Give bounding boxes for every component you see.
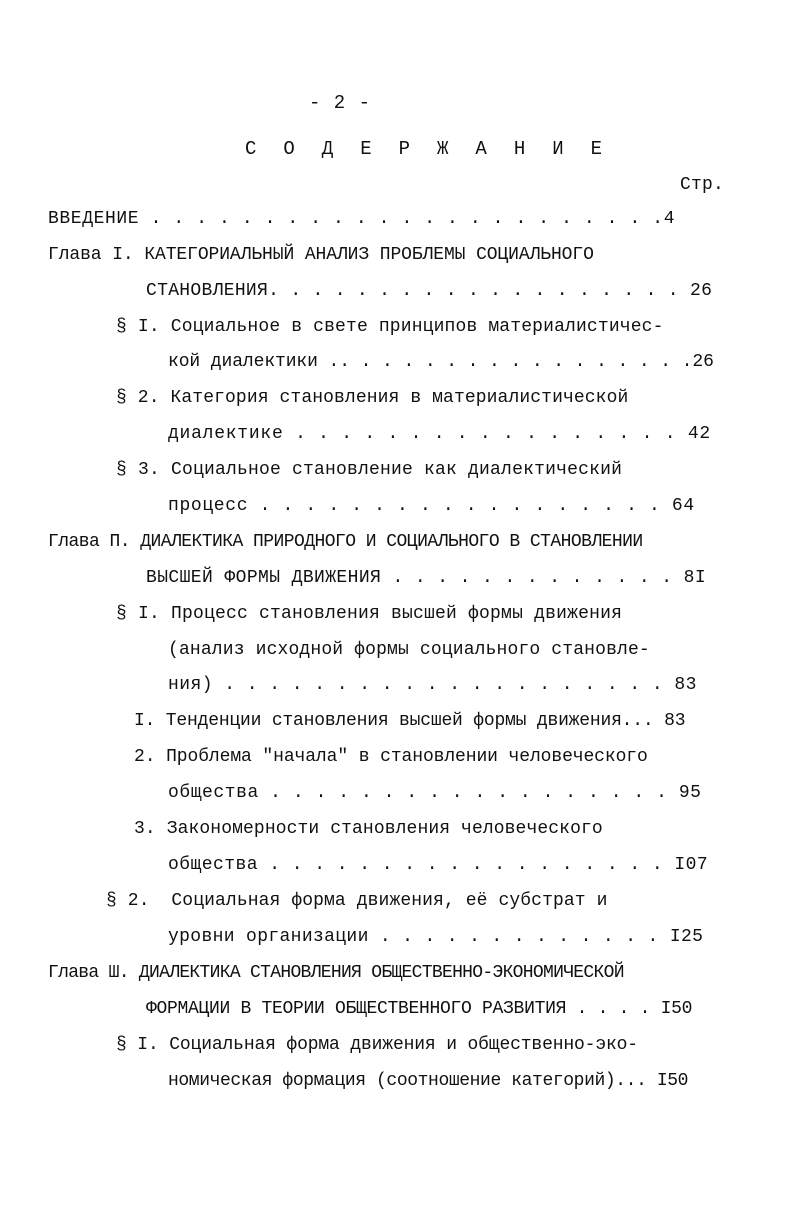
toc-line-ch1-sec2-cont: диалектике . . . . . . . . . . . . . . . . . 42: [168, 424, 711, 444]
toc-line-chapter-1-cont: СТАНОВЛЕНИЯ. . . . . . . . . . . . . . . . . . . 26: [146, 281, 713, 301]
toc-line-chapter-2-cont: ВЫСШЕЙ ФОРМЫ ДВИЖЕНИЯ . . . . . . . . . . . . . 8I: [146, 568, 707, 588]
toc-line-ch2-sub2: 2. Проблема "начала" в становлении человеческого: [134, 747, 648, 767]
toc-line-ch2-sub1: I. Тенденции становления высшей формы движения... 83: [134, 711, 686, 731]
page-title: С О Д Е Р Ж А Н И Е: [245, 138, 610, 160]
toc-line-ch2-sec2: § 2. Социальная форма движения, её субстрат и: [106, 891, 608, 911]
toc-line-ch3-sec1-cont: номическая формация (соотношение категорий)... I50: [168, 1071, 689, 1091]
toc-line-ch2-sub2-cont: общества . . . . . . . . . . . . . . . . . . 95: [168, 783, 702, 803]
toc-line-chapter-1-title: Глава I. КАТЕГОРИАЛЬНЫЙ АНАЛИЗ ПРОБЛЕМЫ СОЦИАЛЬНОГО: [48, 245, 594, 265]
toc-line-ch1-sec1-cont: кой диалектики .. . . . . . . . . . . . . . . . .26: [168, 352, 714, 372]
toc-line-chapter-2-title: Глава П. ДИАЛЕКТИКА ПРИРОДНОГО И СОЦИАЛЬНОГО В СТАНОВЛЕНИИ: [48, 532, 643, 552]
toc-line-ch1-sec1: § I. Социальное в свете принципов материалистичес-: [116, 317, 664, 337]
toc-line-ch2-sec1-cont1: (анализ исходной формы социального становле-: [168, 640, 650, 660]
toc-line-ch3-sec1: § I. Социальная форма движения и общественно-эко-: [116, 1035, 638, 1055]
page-column-header: Стр.: [680, 175, 725, 195]
toc-line-ch1-sec2: § 2. Категория становления в материалистической: [116, 388, 629, 408]
toc-line-ch2-sec2-cont: уровни организации . . . . . . . . . . . . . I25: [168, 927, 704, 947]
page-number: - 2 -: [309, 92, 372, 114]
toc-line-chapter-3-cont: ФОРМАЦИИ В ТЕОРИИ ОБЩЕСТВЕННОГО РАЗВИТИЯ . . . . I50: [146, 999, 693, 1019]
toc-line-chapter-3-title: Глава Ш. ДИАЛЕКТИКА СТАНОВЛЕНИЯ ОБЩЕСТВЕННО-ЭКОНОМИЧЕСКОЙ: [48, 963, 624, 983]
toc-line-ch2-sec1: § I. Процесс становления высшей формы движения: [116, 604, 623, 624]
toc-line-ch2-sub3: 3. Закономерности становления человеческого: [134, 819, 603, 839]
toc-line-ch2-sub3-cont: общества . . . . . . . . . . . . . . . . . . I07: [168, 855, 709, 875]
toc-line-ch1-sec3: § 3. Социальное становление как диалектический: [116, 460, 623, 480]
toc-line-ch1-sec3-cont: процесс . . . . . . . . . . . . . . . . . . 64: [168, 496, 695, 516]
toc-line-ch2-sec1-cont2: ния) . . . . . . . . . . . . . . . . . . . . 83: [168, 675, 697, 695]
toc-line-introduction: ВВЕДЕНИЕ . . . . . . . . . . . . . . . . . . . . . . .4: [48, 209, 676, 229]
